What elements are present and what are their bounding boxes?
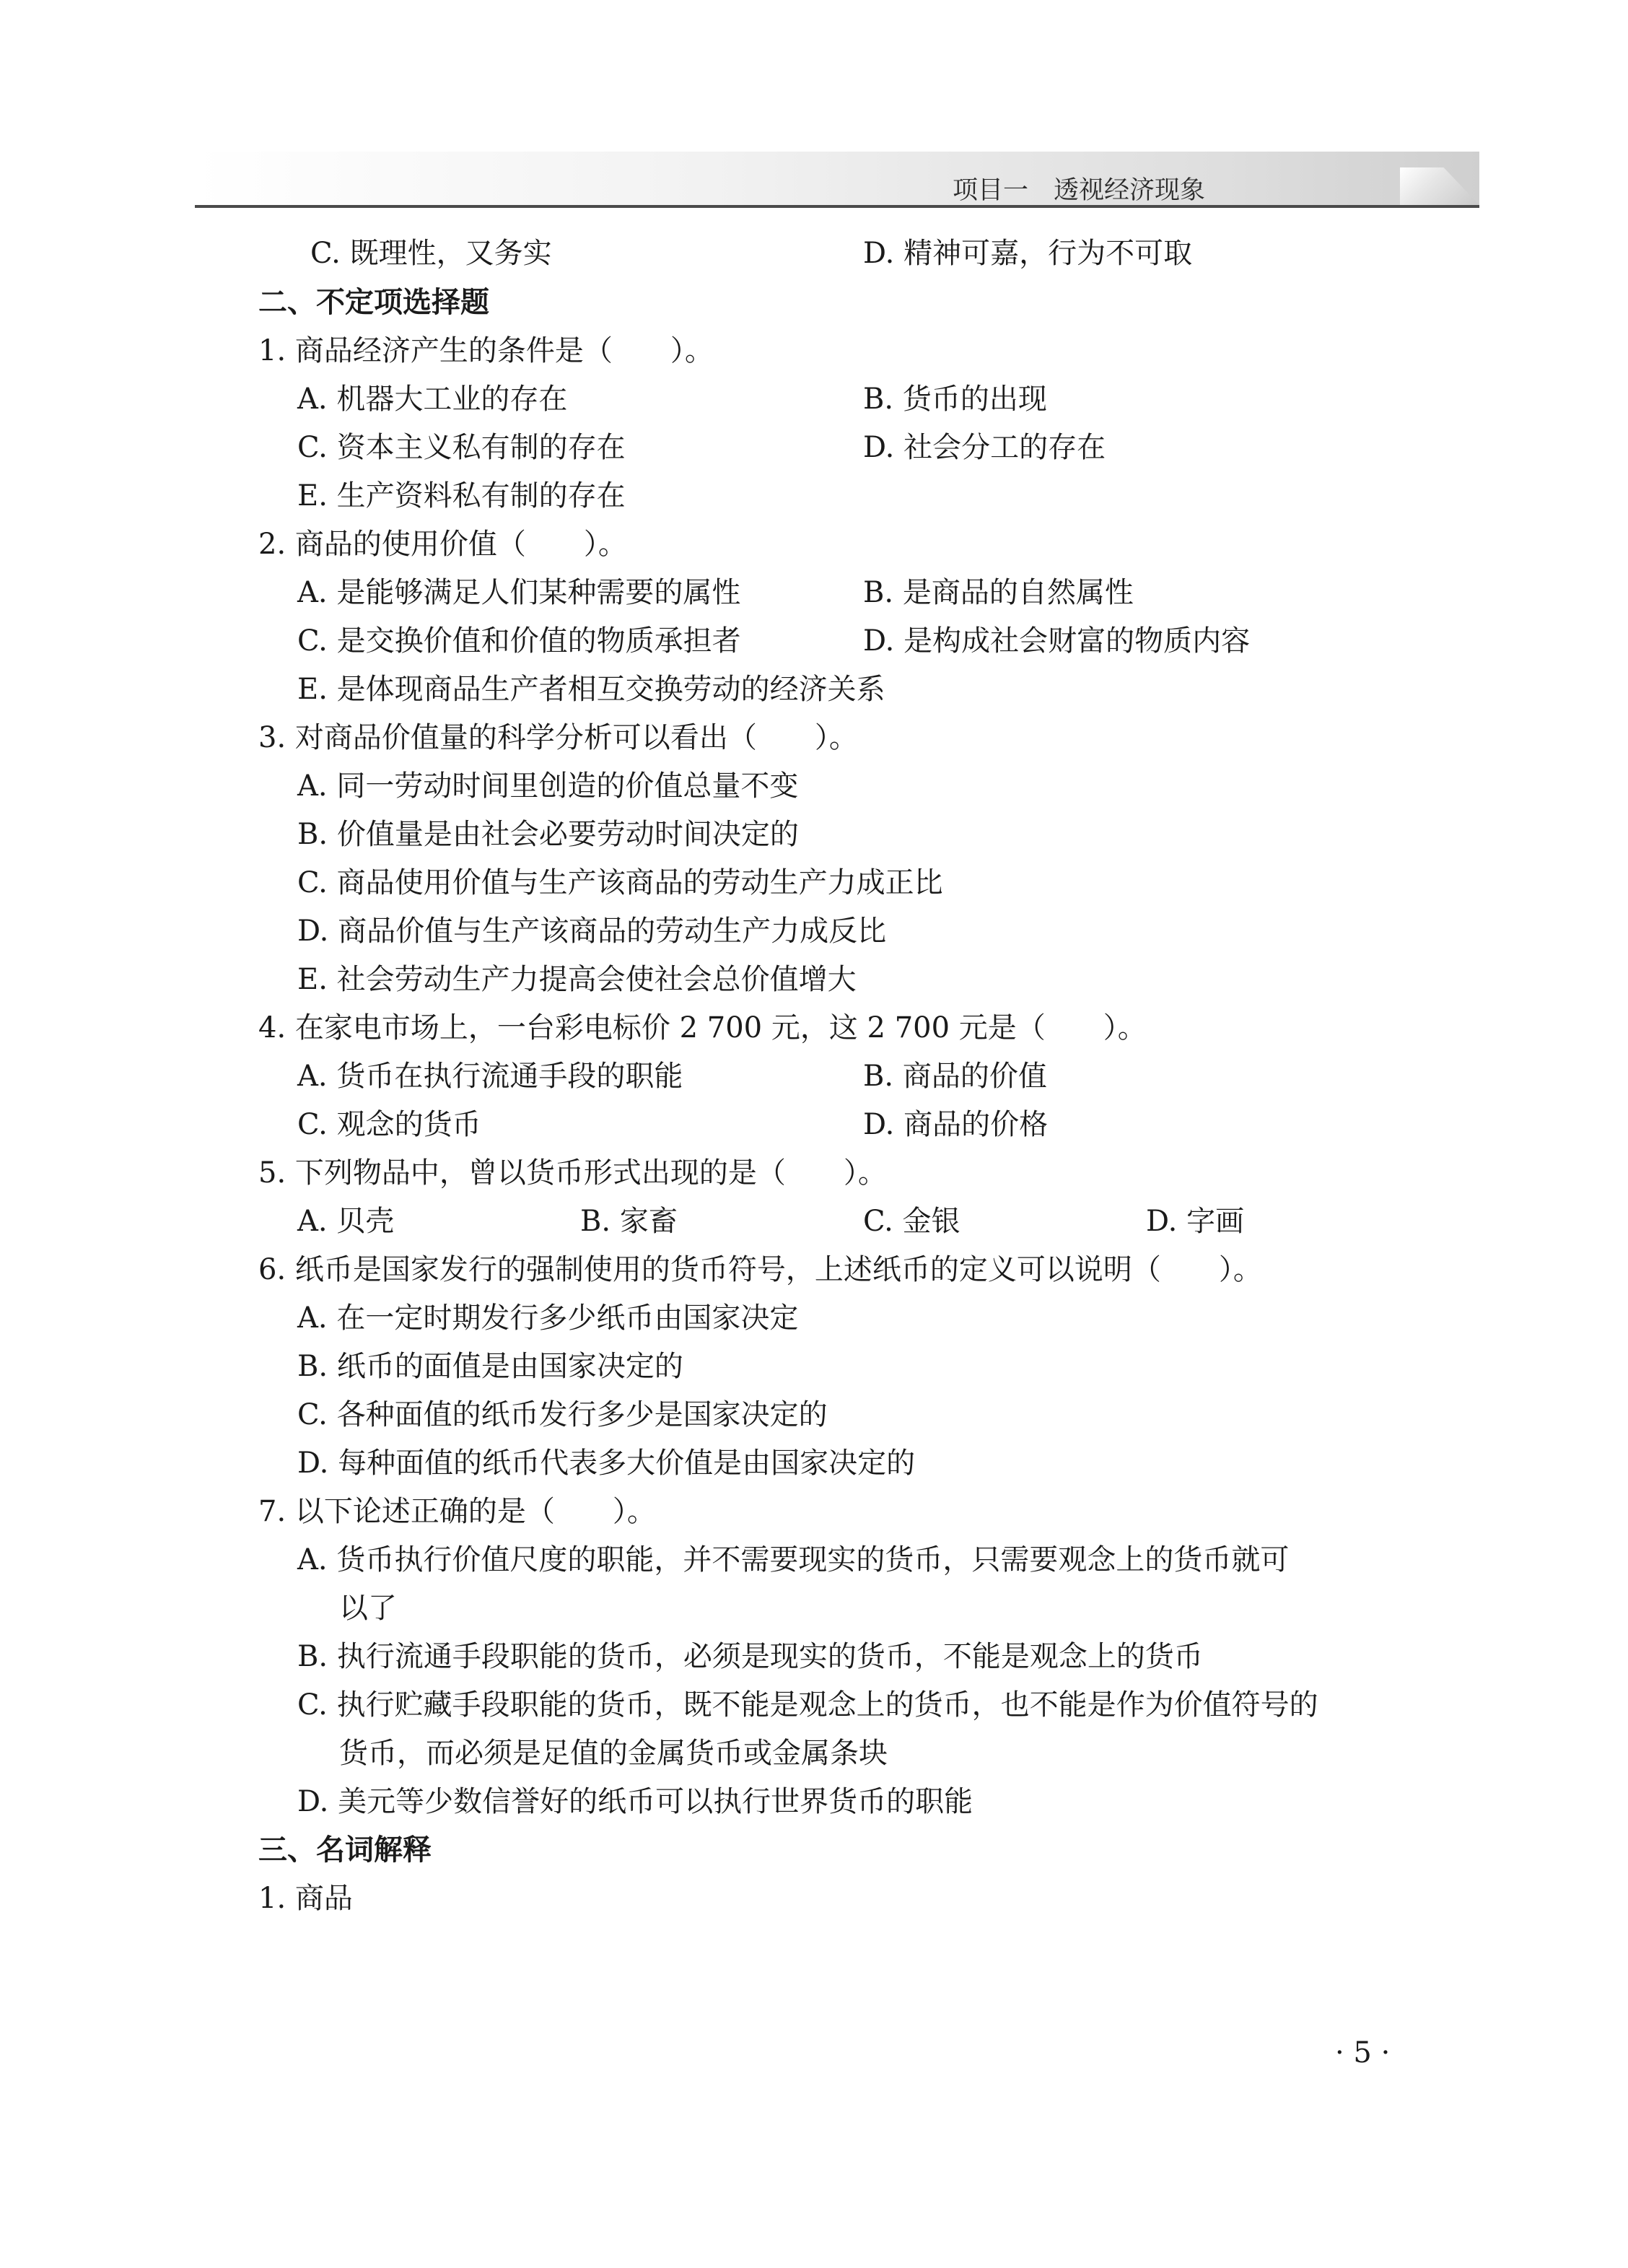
option-line: D. 每种面值的纸币代表多大价值是由国家决定的 [297, 1447, 916, 1480]
question-stem: 7. 以下论述正确的是（ ）。 [258, 1495, 656, 1528]
option-line: A. 机器大工业的存在 [297, 383, 568, 416]
option-line: E. 是体现商品生产者相互交换劳动的经济关系 [297, 673, 885, 706]
header-band [195, 152, 1479, 205]
option-line: C. 各种面值的纸币发行多少是国家决定的 [297, 1398, 828, 1431]
question-stem: 3. 对商品价值量的科学分析可以看出（ ）。 [258, 721, 858, 754]
option-line: A. 贝壳 [297, 1205, 395, 1238]
section-heading: 三、名词解释 [258, 1833, 432, 1867]
page-header-title: 项目一 透视经济现象 [953, 176, 1206, 205]
page-number: · 5 · [1335, 2036, 1391, 2069]
option-line: D. 美元等少数信誉好的纸币可以执行世界货币的职能 [297, 1785, 973, 1818]
option-line: A. 是能够满足人们某种需要的属性 [297, 576, 741, 609]
option-line: B. 纸币的面值是由国家决定的 [297, 1350, 683, 1383]
question-stem: 4. 在家电市场上，一台彩电标价 2 700 元，这 2 700 元是（ ）。 [258, 1011, 1147, 1044]
option-line: D. 商品价值与生产该商品的劳动生产力成反比 [297, 915, 887, 948]
option-line-continuation: 货币，而必须是足值的金属货币或金属条块 [339, 1737, 888, 1770]
option-line: E. 生产资料私有制的存在 [297, 479, 626, 513]
option-line: D. 是构成社会财富的物质内容 [863, 624, 1251, 658]
option-line: A. 同一劳动时间里创造的价值总量不变 [297, 769, 799, 803]
question-stem: 1. 商品经济产生的条件是（ ）。 [258, 334, 714, 367]
option-line: B. 家畜 [580, 1205, 678, 1238]
option-line: D. 精神可嘉，行为不可取 [863, 237, 1193, 270]
question-stem: 6. 纸币是国家发行的强制使用的货币符号，上述纸币的定义可以说明（ ）。 [258, 1253, 1262, 1286]
question-stem: 5. 下列物品中，曾以货币形式出现的是（ ）。 [258, 1156, 887, 1190]
option-line: D. 社会分工的存在 [863, 431, 1106, 464]
section-heading: 二、不定项选择题 [258, 286, 489, 319]
option-line-continuation: 以了 [339, 1592, 397, 1625]
option-line: A. 货币在执行流通手段的职能 [297, 1060, 683, 1093]
option-line: B. 是商品的自然属性 [863, 576, 1134, 609]
question-stem: 2. 商品的使用价值（ ）。 [258, 528, 627, 561]
option-line: C. 既理性，又务实 [310, 237, 552, 270]
option-line: C. 执行贮藏手段职能的货币，既不能是观念上的货币，也不能是作为价值符号的 [297, 1688, 1318, 1722]
option-line: B. 商品的价值 [863, 1060, 1047, 1093]
option-line: B. 执行流通手段职能的货币，必须是现实的货币，不能是观念上的货币 [297, 1640, 1203, 1673]
option-line: D. 字画 [1146, 1205, 1245, 1238]
option-line: E. 社会劳动生产力提高会使社会总价值增大 [297, 963, 857, 996]
option-line: A. 在一定时期发行多少纸币由国家决定 [297, 1301, 799, 1335]
option-line: B. 价值量是由社会必要劳动时间决定的 [297, 818, 799, 851]
option-line: D. 商品的价格 [863, 1108, 1049, 1141]
option-line: C. 资本主义私有制的存在 [297, 431, 626, 464]
option-line: B. 货币的出现 [863, 383, 1047, 416]
option-line: C. 金银 [863, 1205, 960, 1238]
option-line: C. 是交换价值和价值的物质承担者 [297, 624, 741, 658]
option-line: C. 观念的货币 [297, 1108, 481, 1141]
option-line: C. 商品使用价值与生产该商品的劳动生产力成正比 [297, 866, 943, 899]
question-stem: 1. 商品 [258, 1882, 353, 1915]
option-line: A. 货币执行价值尺度的职能，并不需要现实的货币，只需要观念上的货币就可 [297, 1543, 1290, 1576]
header-rule [195, 205, 1479, 208]
